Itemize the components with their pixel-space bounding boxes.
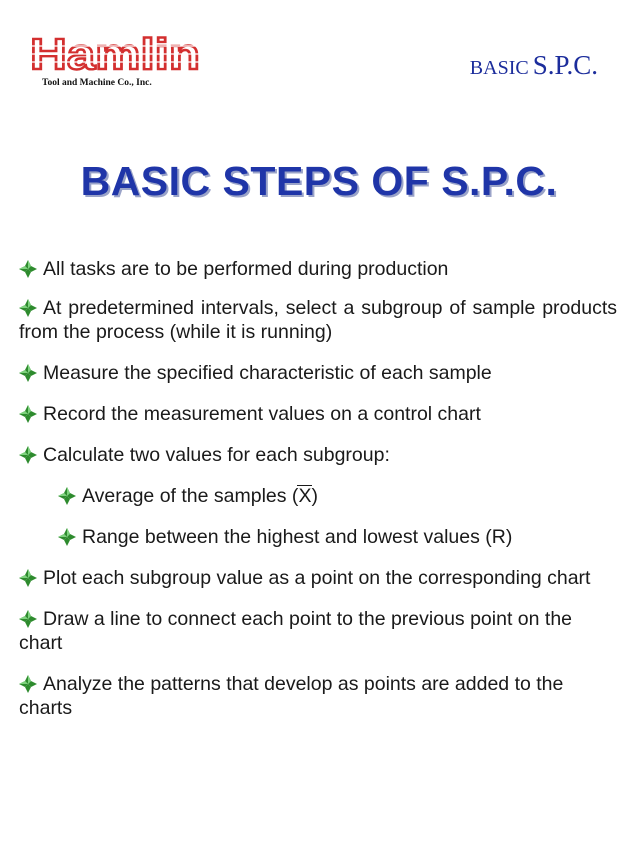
list-item-text: Measure the specified characteristic of each sample: [43, 362, 492, 384]
steps-list: [19, 257, 617, 720]
list-item-text: Analyze the patterns that develop as points are added to the charts: [19, 673, 564, 719]
logo-subtitle: Tool and Machine Co., Inc.: [42, 78, 152, 88]
list-item-text: Record the measurement values on a control chart: [43, 403, 481, 425]
diamond-bullet-icon: [19, 675, 37, 693]
list-subitem: [19, 525, 617, 549]
list-subitem: [19, 484, 617, 508]
diamond-bullet-icon: [19, 610, 37, 628]
diamond-bullet-icon: [19, 405, 37, 423]
company-logo: [28, 32, 203, 94]
list-item-text: Average of the samples (: [82, 485, 299, 507]
x-bar-symbol: X: [298, 485, 312, 507]
list-item-text: All tasks are to be performed during production: [43, 258, 449, 280]
list-item: [19, 257, 617, 281]
diamond-bullet-icon: [19, 569, 37, 587]
list-item: [19, 566, 617, 590]
page-title: BASIC STEPS OF S.P.C.: [80, 158, 558, 204]
diamond-bullet-icon: [58, 528, 76, 546]
list-item-text: Calculate two values for each subgroup:: [43, 444, 390, 466]
list-item-text: Draw a line to connect each point to the previous point on the chart: [19, 608, 573, 654]
header-spc: S.P.C.: [532, 50, 598, 80]
diamond-bullet-icon: [19, 260, 37, 278]
list-item: [19, 361, 617, 385]
list-item: [19, 443, 617, 467]
logo-wordmark: [28, 32, 203, 76]
list-item: [19, 672, 617, 720]
list-item-text: At predetermined intervals, select a subgroup of sample products from the process (while it is running): [19, 297, 617, 343]
logo-text: Hamlin: [30, 32, 200, 76]
list-item: [19, 607, 617, 655]
list-item-text: Range between the highest and lowest values (R): [82, 526, 513, 548]
header-label: [470, 50, 598, 81]
list-item: [19, 296, 617, 344]
list-item-text: Plot each subgroup value as a point on the corresponding chart: [43, 567, 591, 589]
diamond-bullet-icon: [19, 299, 37, 317]
diamond-bullet-icon: [19, 364, 37, 382]
list-item-close: ): [311, 485, 318, 507]
header-basic: BASIC: [469, 57, 529, 79]
list-item: [19, 402, 617, 426]
diamond-bullet-icon: [58, 487, 76, 505]
diamond-bullet-icon: [19, 446, 37, 464]
